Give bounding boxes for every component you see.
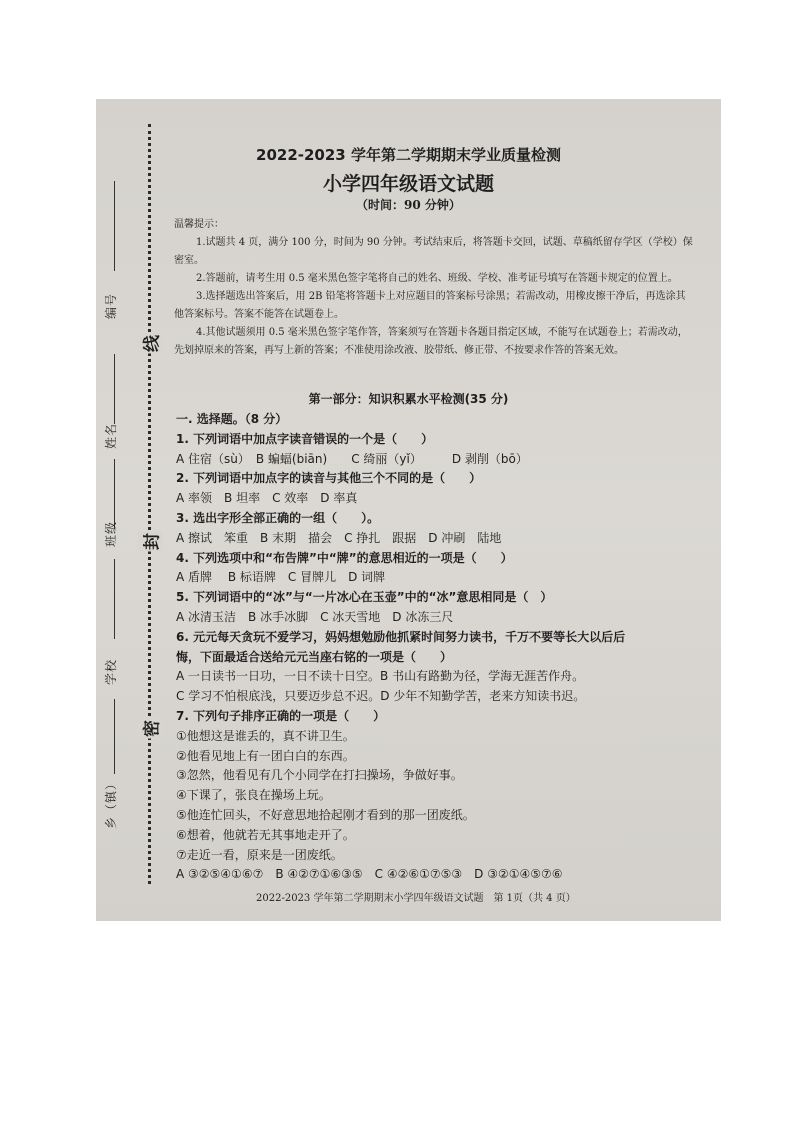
question-3: 3. 选出字形全部正确的一组（ ）。 [176,510,380,525]
sentence-3: ③忽然，他看见有几个小同学在打扫操场，争做好事。 [176,768,463,783]
question-2-options: A 率领 B 坦率 C 效率 D 率真 [176,491,358,506]
section-heading: 一. 选择题。（8 分） [176,412,288,426]
exam-title: 2022-2023 学年第二学期期末学业质量检测 [256,146,561,164]
sentence-1: ①他想这是谁丢的，真不讲卫生。 [176,728,355,743]
part-heading: 第一部分：知识积累水平检测(35 分) [308,392,509,406]
sentence-5: ⑤他连忙回头，不好意思地拾起刚才看到的那一团废纸。 [176,807,475,822]
notice-item: 1.试题共 4 页，满分 100 分，时间为 90 分钟。考试结束后，将答题卡交回，试题、草稿纸留存学区（学校）保密室。 [174,237,693,266]
question-list [176,410,696,885]
sentence-4: ④下课了，张良在操场上玩。 [176,788,331,803]
question-6-options-ab: A 一日读书一日功，一日不读十日空。B 书山有路勤为径，学海无涯苦作舟。 [176,669,585,684]
question-7-options: A ③②⑤④①⑥⑦ B ④②⑦①⑥③⑤ C ④②⑥①⑦⑤③ D ③②①④⑤⑦⑥ [176,867,563,882]
binding-dotted-line [148,124,151,884]
question-1-options: A 住宿（sù） B 蝙蝠(biān) C 绮丽（yǐ） D 剥削（bō） [176,451,528,466]
question-4-options: A 盾牌 B 标语牌 C 冒牌儿 D 词牌 [176,570,386,585]
exam-time: （时间：90 分钟） [356,198,461,212]
question-2: 2. 下列词语中加点字的读音与其他三个不同的是（ ） [176,471,482,486]
question-1: 1. 下列词语中加点字读音错误的一个是（ ） [176,431,434,446]
notice-block [174,216,694,360]
question-7: 7. 下列句子排序正确的一项是（ ） [176,708,386,723]
seal-mark-seal: 封 [138,532,163,552]
page-footer: 2022-2023 学年第二学期期末小学四年级语文试题 第 1页（共 4 页） [256,893,576,904]
seal-mark-secret: 密 [138,719,163,739]
question-5: 5. 下列词语中的“冰”与“一片冰心在玉壶”中的“冰”意思相同是（ ） [176,590,553,605]
question-4: 4. 下列选项中和“布告牌”中“牌”的意思相近的一项是（ ） [176,550,513,565]
question-5-options: A 冰清玉洁 B 冰手冰脚 C 冰天雪地 D 冰冻三尺 [176,609,454,624]
exam-subtitle: 小学四年级语文试题 [322,173,494,195]
sentence-2: ②他看见地上有一团白白的东西。 [176,748,355,763]
notice-item: 4.其他试题须用 0.5 毫米黑色签字笔作答，答案须写在答题卡各题目指定区域，不能写在试题卷上；若需改动，先划掉原来的答案，再写上新的答案；不准使用涂改液、胶带纸、修正带、不按要求作答的答案无效。 [174,327,688,356]
sentence-7: ⑦走近一看，原来是一团废纸。 [176,847,343,862]
notice-item: 2.答题前，请考生用 0.5 毫米黑色签字笔将自己的姓名、班级、学校、准考证号填写在答题卡规定的位置上。 [196,273,678,284]
seal-mark-line: 线 [138,334,163,354]
sentence-6: ⑥想着，他就若无其事地走开了。 [176,827,355,842]
notice-item: 3.选择题选出答案后，用 2B 铅笔将答题卡上对应题目的答案标号涂黑；若需改动，用橡皮擦干净后，再选涂其他答案标号。答案不能答在试题卷上。 [174,291,686,320]
question-6: 6. 元元每天贪玩不爱学习，妈妈想勉励他抓紧时间努力读书，千万不要等长大以后后 [176,629,626,644]
question-3-options: A 擦试 笨重 B 末期 描会 C 挣扎 跟据 D 冲刷 陆地 [176,530,502,545]
question-6-cont: 悔，下面最适合送给元元当座右铭的一项是（ ） [176,649,453,664]
notice-heading: 温馨提示： [174,219,224,230]
exam-paper-photo: 线 封 密 编号 姓名 班级 学校 乡（镇） 2022-2023 学年第二学期期末学业质量检测 小学四年级语文试题 （时间：90 分钟） 温馨提示： 1.试题共 4 页，满分 100 分，时间为 90 分钟。考试结束后，将答题卡交回，试题、草稿纸留存学区（学校）保密室。 2.答题前，请考生用 0.5 毫米黑色签字笔将自己的姓名、班级、学校、准考证号填写在答题卡规定的位置上。 3.选择题选出答案后，用 2B 铅笔将答题卡上对应题目的答案标号涂黑；若需改动，用橡皮擦干净后，再选涂其他答案标号。答案不能答在试题卷上。 4.其他试题须用 0.5 毫米黑色签字笔作答，答案须写在答题卡各题目指定区域，不能写在试题卷上；若需改动，先划掉原来的答案，再写上新的答案；不准使用涂改液、胶带纸、修正带、不按要求作答的答案无效。 第一部分：知识积累水平检测(35 分) 一. 选择题。（8 分） 1. 下列词语中加点字读音错误的一个是（ ） A 住宿（sù） B 蝙蝠(biān) C 绮丽（yǐ） D 剥削（bō） 2. 下列词语中加点字的读音与其他三个不同的是（ ） A 率领 B 坦率 C 效率 D 率真 3. 选出字形全部正确的一组（ ）。 A 擦试 笨重 B 末期 描会 C 挣扎 跟据 D 冲刷 陆地 4. 下列选项中和“布告牌”中“牌”的意思相近的一项是（ ） A 盾牌 B 标语牌 C 冒牌儿 D 词牌 5. 下列词语中的“冰”与“一片冰心在玉壶”中的“冰”意思相同是（ ） A 冰清玉洁 B 冰手冰脚 C 冰天雪地 D 冰冻三尺 6. 元元每天贪玩不爱学习，妈妈想勉励他抓紧时间努力读书，千万不要等长大以后后 悔，下面最适合送给元元当座右铭的一项是（ ） A 一日读书一日功，一日不读十日空。B 书山有路勤为径，学海无涯苦作舟。 C 学习不怕根底浅，只要迈步总不迟。D 少年不知勤学苦，老来方知读书迟。 7. 下列句子排序正确的一项是（ ） ①他想这是谁丢的，真不讲卫生。 ②他看见地上有一团白白的东西。 ③忽然，他看见有几个小同学在打扫操场，争做好事。 ④下课了，张良在操场上玩。 ⑤他连忙回头，不好意思地拾起刚才看到的那一团废纸。 ⑥想着，他就若无其事地走开了。 ⑦走近一看，原来是一团废纸。 A ③②⑤④①⑥⑦ B ④②⑦①⑥③⑤ C ④②⑥①⑦⑤③ D ③②①④⑤⑦⑥ 2022-2023 学年第二学期期末小学四年级语文试题 第 1页（共 4 页） [96,99,721,921]
question-6-options-cd: C 学习不怕根底浅，只要迈步总不迟。D 少年不知勤学苦，老来方知读书迟。 [176,689,586,704]
